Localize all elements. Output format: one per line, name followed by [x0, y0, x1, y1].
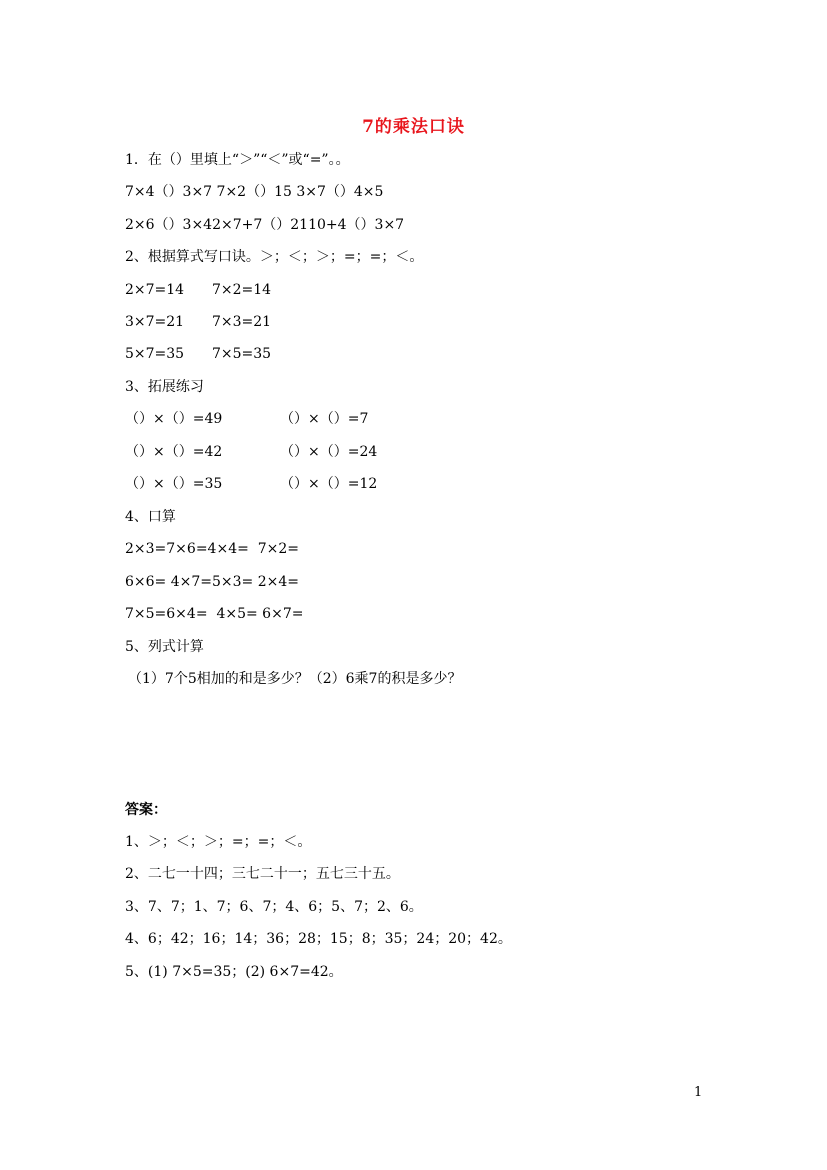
- q1-row-2: 2×6（）3×42×7+7（）2110+4（）3×7: [125, 217, 405, 233]
- q4-row-2: 6×6= 4×7=5×3= 2×4=: [125, 574, 300, 590]
- q3-blank-expression: （）×（）=42: [125, 444, 223, 460]
- q2-heading: 2、根据算式写口诀。＞；＜；＞；=；=；＜。: [125, 249, 424, 265]
- q3-blank-expression: （）×（）=7: [280, 411, 369, 427]
- q2-expression: 3×7=21: [125, 314, 185, 330]
- q3-heading: 3、拓展练习: [125, 379, 204, 395]
- q3-blank-expression: （）×（）=12: [280, 476, 378, 492]
- q1-heading: 1．在（）里填上“＞”“＜”或“=”。。: [125, 152, 350, 168]
- q2-expression: 7×3=21: [212, 314, 272, 330]
- q2-expression: 2×7=14: [125, 282, 185, 298]
- answer-line-4: 4、6；42；16；14；36；28；15；8；35；24；20；42。: [125, 931, 512, 947]
- answer-line-3: 3、7、7；1、7；6、7；4、6；5、7；2、6。: [125, 899, 423, 915]
- q5-problem-text: （1）7个5相加的和是多少？（2）6乘7的积是多少？: [128, 671, 462, 687]
- page-number: 1: [694, 1085, 703, 1100]
- q4-row-3: 7×5=6×4= 4×5= 6×7=: [125, 606, 304, 622]
- q2-expression: 7×2=14: [212, 282, 272, 298]
- answer-line-5: 5、(1) 7×5=35；(2) 6×7=42。: [125, 964, 343, 980]
- q3-blank-expression: （）×（）=35: [125, 476, 223, 492]
- q3-blank-expression: （）×（）=49: [125, 411, 223, 427]
- answers-heading: 答案：: [125, 802, 167, 818]
- q3-blank-expression: （）×（）=24: [280, 444, 378, 460]
- answer-line-2: 2、二七一十四；三七二十一；五七三十五。: [125, 866, 400, 882]
- q1-row-1: 7×4（）3×7 7×2（）15 3×7（）4×5: [125, 184, 384, 200]
- q2-expression: 5×7=35: [125, 346, 185, 362]
- answer-line-1: 1、＞；＜；＞；=；=；＜。: [125, 834, 312, 850]
- q5-heading: 5、列式计算: [125, 639, 204, 655]
- q2-expression: 7×5=35: [212, 346, 272, 362]
- q4-heading: 4、口算: [125, 509, 176, 525]
- q4-row-1: 2×3=7×6=4×4= 7×2=: [125, 541, 300, 557]
- page-title: 7的乘法口诀: [362, 117, 465, 137]
